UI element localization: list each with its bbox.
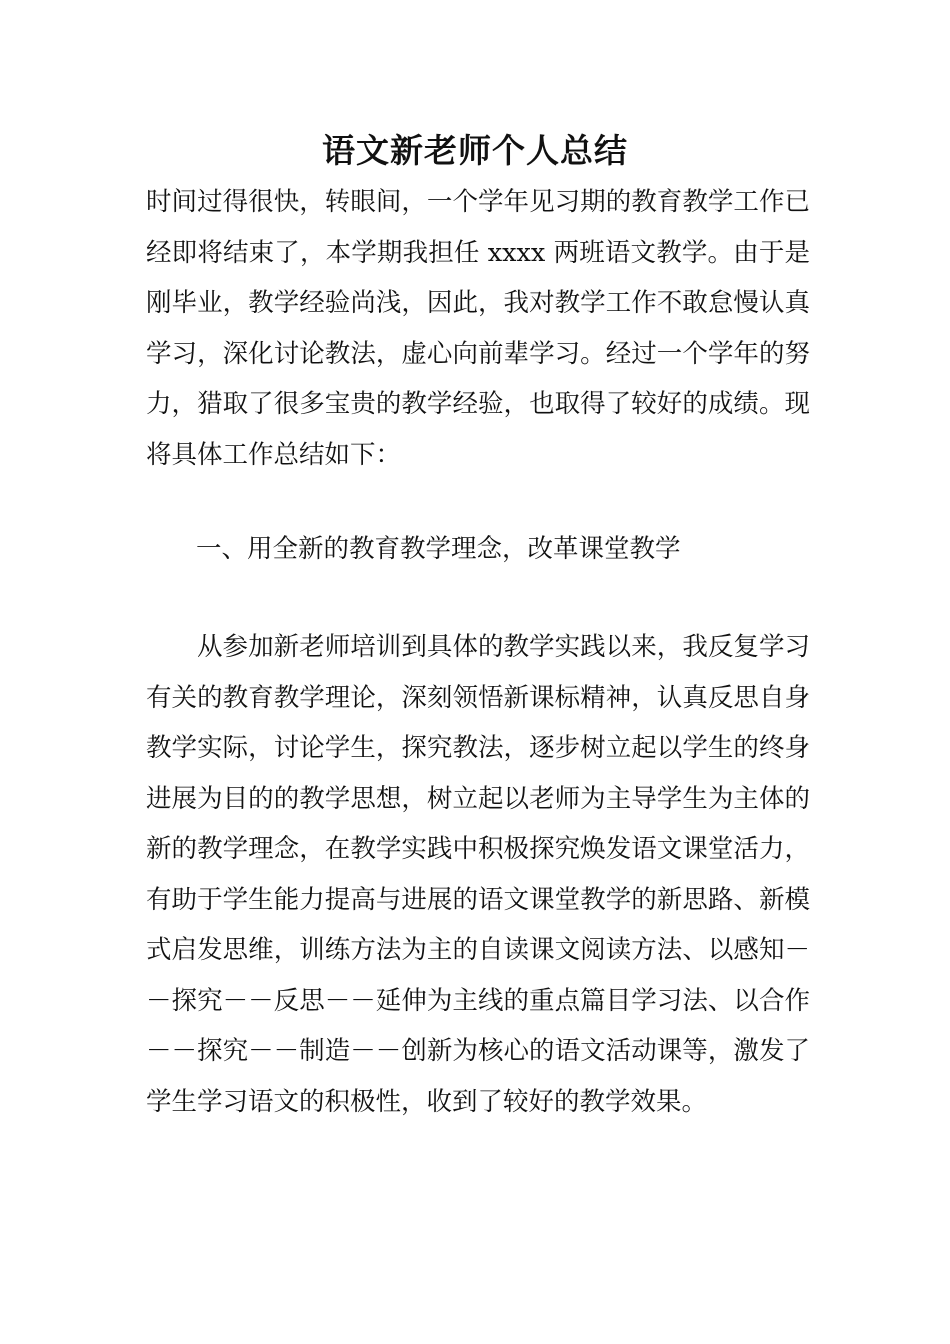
document-title: 语文新老师个人总结	[322, 131, 628, 170]
intro-paragraph: 时间过得很快，转眼间，一个学年见习期的教育教学工作已经即将结束了，本学期我担任 xxxx 两班语文教学。由于是刚毕业，教学经验尚浅，因此，我对教学工作不敢怠慢认真学习，深化讨论教法，虚心向前辈学习。经过一个学年的努力，猎取了很多宝贵的教学经验，也取得了较好的成绩。现将具体工作总结如下：	[146, 187, 810, 470]
section-body-paragraph: 从参加新老师培训到具体的教学实践以来，我反复学习有关的教育教学理论，深刻领悟新课标精神，认真反思自身教学实际，讨论学生，探究教法，逐步树立起以学生的终身进展为目的的教学思想，树立起以老师为主导学生为主体的新的教学理念，在教学实践中积极探究焕发语文课堂活力，有助于学生能力提高与进展的语文课堂教学的新思路、新模式启发思维，训练方法为主的自读课文阅读方法、以感知－－探究－－反思－－延伸为主线的重点篇目学习法、以合作－－探究－－制造－－创新为核心的语文活动课等，激发了学生学习语文的积极性，收到了较好的教学效果。	[146, 632, 810, 1117]
section-heading: 一、用全新的教育教学理念，改革课堂教学	[196, 534, 681, 564]
